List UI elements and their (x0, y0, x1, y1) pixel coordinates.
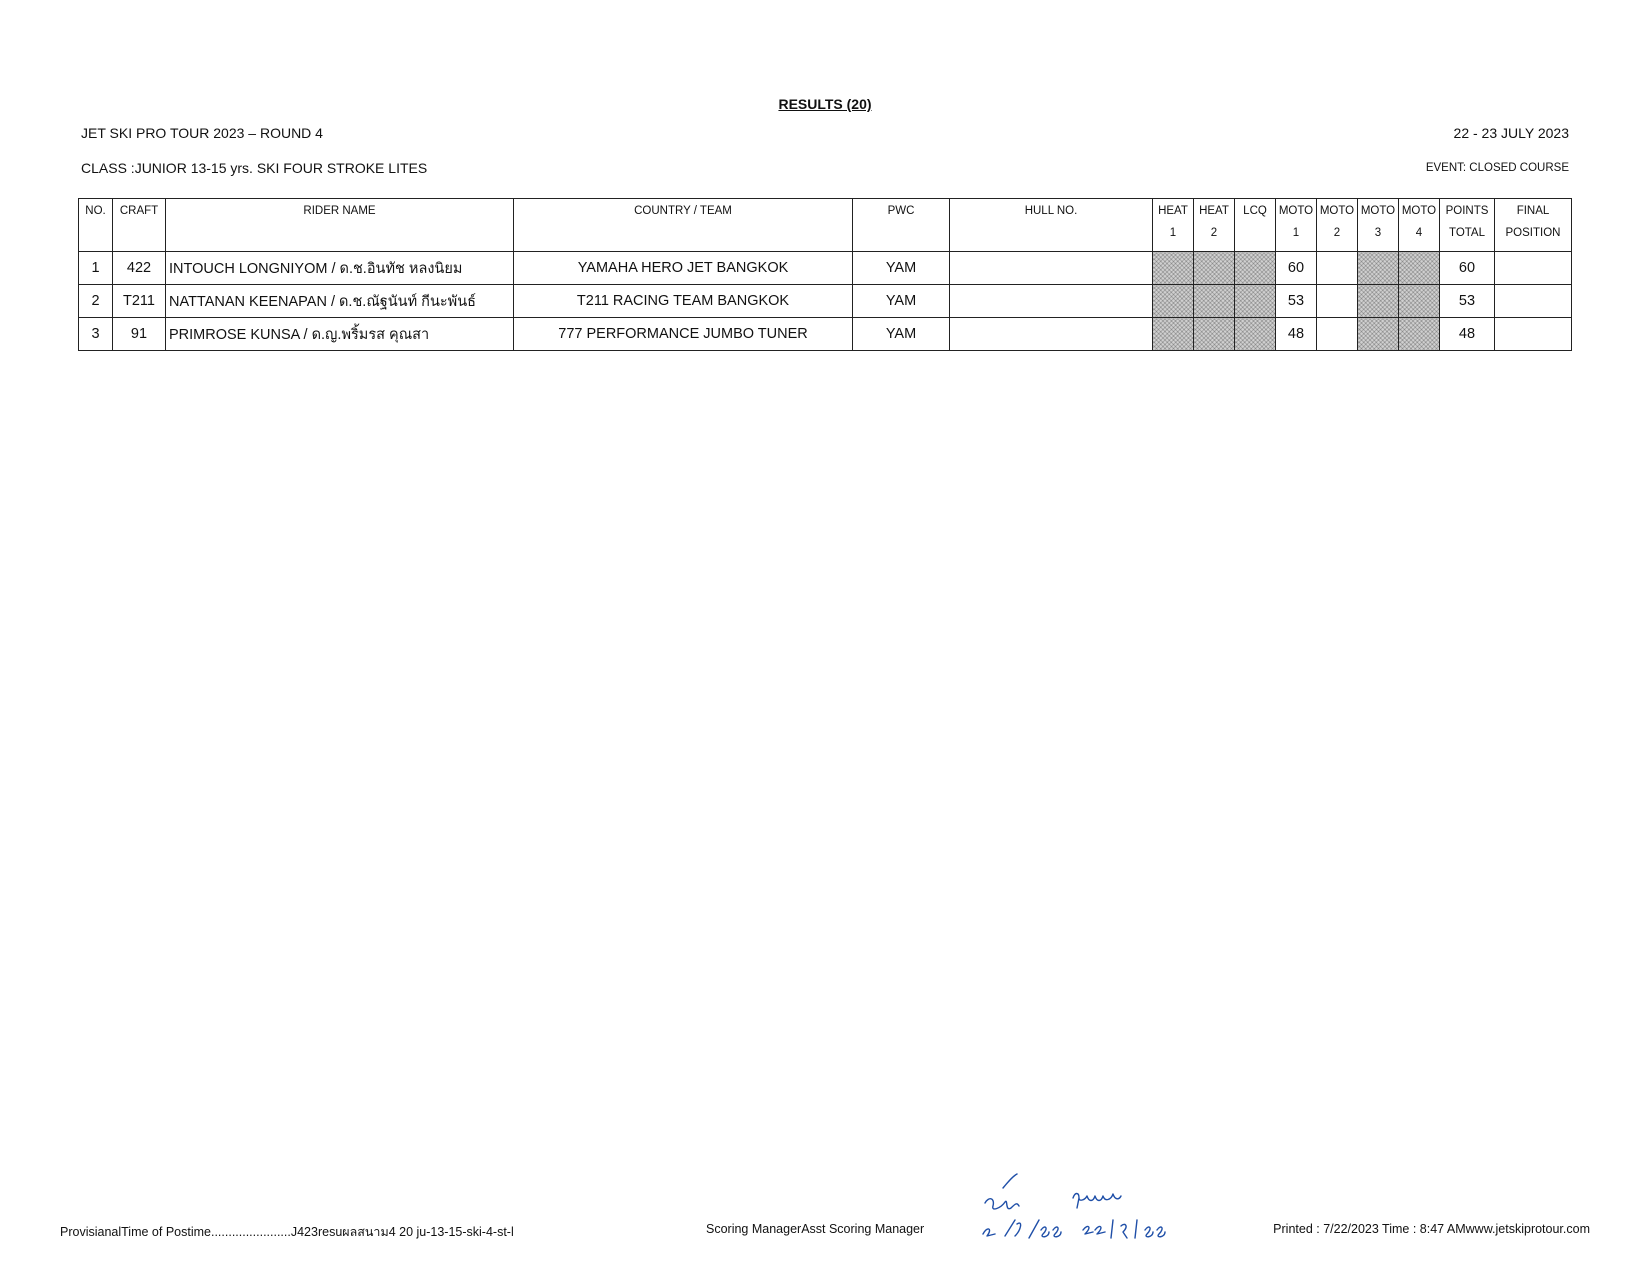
cell-no: 3 (79, 318, 113, 351)
col-header-country-team: COUNTRY / TEAM (514, 199, 853, 252)
cell-pwc: YAM (853, 252, 950, 285)
cell-moto-2 (1317, 252, 1358, 285)
cell-hull-no (950, 252, 1153, 285)
cell-final-position (1495, 318, 1572, 351)
cell-no: 2 (79, 285, 113, 318)
cell-hull-no (950, 285, 1153, 318)
footer-scoring-managers: Scoring ManagerAsst Scoring Manager (706, 1222, 925, 1236)
cell-lcq (1235, 252, 1276, 285)
cell-rider-name: INTOUCH LONGNIYOM / ด.ช.อินทัช หลงนิยม (166, 252, 514, 285)
table-header-row (79, 199, 1572, 252)
col-header-moto-2: MOTO 2 (1317, 199, 1358, 252)
signature-1-date-mark (983, 1220, 1061, 1238)
event-type: EVENT: CLOSED COURSE (1425, 162, 1569, 174)
cell-heat-2 (1194, 252, 1235, 285)
event-date: 22 - 23 JULY 2023 (1453, 125, 1569, 141)
cell-moto-3 (1358, 318, 1399, 351)
col-header-lcq: LCQ (1235, 199, 1276, 252)
cell-moto-3 (1358, 285, 1399, 318)
signature-2-date-mark (1083, 1220, 1165, 1238)
cell-heat-1 (1153, 318, 1194, 351)
col-header-moto-1: MOTO 1 (1276, 199, 1317, 252)
cell-moto-1: 48 (1276, 318, 1317, 351)
signature-2-mark (1073, 1194, 1121, 1209)
table-row (79, 285, 1572, 318)
cell-country-team: 777 PERFORMANCE JUMBO TUNER (514, 318, 853, 351)
table-row (79, 318, 1572, 351)
cell-heat-1 (1153, 252, 1194, 285)
cell-heat-2 (1194, 285, 1235, 318)
results-table (78, 198, 1572, 351)
table-row (79, 252, 1572, 285)
cell-moto-1: 53 (1276, 285, 1317, 318)
col-header-points-total: POINTS TOTAL (1440, 199, 1495, 252)
cell-points-total: 53 (1440, 285, 1495, 318)
cell-pwc: YAM (853, 318, 950, 351)
signature-1-mark (985, 1174, 1019, 1209)
col-header-craft: CRAFT (113, 199, 166, 252)
footer-printed-info: Printed : 7/22/2023 Time : 8:47 AMwww.jetskiprotour.com (1273, 1222, 1590, 1236)
cell-moto-2 (1317, 285, 1358, 318)
cell-country-team: YAMAHA HERO JET BANGKOK (514, 252, 853, 285)
cell-rider-name: NATTANAN KEENAPAN / ด.ช.ณัฐนันท์ กีนะพันธ์ (166, 285, 514, 318)
cell-heat-2 (1194, 318, 1235, 351)
cell-heat-1 (1153, 285, 1194, 318)
cell-craft: T211 (113, 285, 166, 318)
cell-lcq (1235, 285, 1276, 318)
cell-hull-no (950, 318, 1153, 351)
footer-provisional-info: ProvisianalTime of Postime.......................J423resuผลสนาม4 20 ju-13-15-ski-4-st-l (60, 1225, 514, 1239)
report-title: RESULTS (20) (778, 96, 872, 112)
class-name: CLASS :JUNIOR 13-15 yrs. SKI FOUR STROKE LITES (81, 160, 428, 176)
col-header-hull-no: HULL NO. (950, 199, 1153, 252)
cell-rider-name: PRIMROSE KUNSA / ด.ญ.พริ้มรส คุณสา (166, 318, 514, 351)
cell-moto-2 (1317, 318, 1358, 351)
col-header-heat-2: HEAT 2 (1194, 199, 1235, 252)
cell-moto-3 (1358, 252, 1399, 285)
cell-final-position (1495, 252, 1572, 285)
col-header-rider-name: RIDER NAME (166, 199, 514, 252)
cell-lcq (1235, 318, 1276, 351)
col-header-pwc: PWC (853, 199, 950, 252)
event-name: JET SKI PRO TOUR 2023 – ROUND 4 (81, 125, 323, 141)
cell-moto-4 (1399, 318, 1440, 351)
cell-craft: 422 (113, 252, 166, 285)
handwritten-signatures (975, 1168, 1175, 1248)
col-header-final-position: FINAL POSITION (1495, 199, 1572, 252)
cell-points-total: 60 (1440, 252, 1495, 285)
col-header-moto-4: MOTO 4 (1399, 199, 1440, 252)
cell-points-total: 48 (1440, 318, 1495, 351)
cell-country-team: T211 RACING TEAM BANGKOK (514, 285, 853, 318)
col-header-no: NO. (79, 199, 113, 252)
cell-moto-1: 60 (1276, 252, 1317, 285)
cell-final-position (1495, 285, 1572, 318)
col-header-moto-3: MOTO 3 (1358, 199, 1399, 252)
cell-craft: 91 (113, 318, 166, 351)
cell-pwc: YAM (853, 285, 950, 318)
cell-no: 1 (79, 252, 113, 285)
cell-moto-4 (1399, 285, 1440, 318)
cell-moto-4 (1399, 252, 1440, 285)
col-header-heat-1: HEAT 1 (1153, 199, 1194, 252)
